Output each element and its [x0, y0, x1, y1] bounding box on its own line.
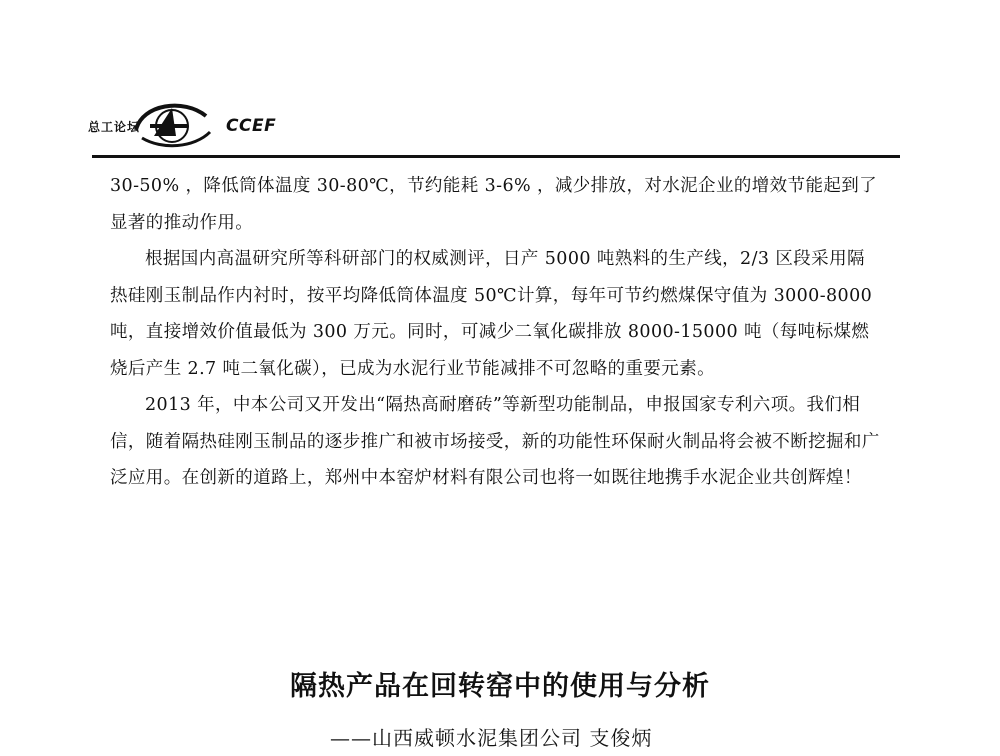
article-byline: ——山西威顿水泥集团公司 支俊炳 — [330, 726, 653, 750]
ccef-logo — [132, 96, 277, 152]
article-title: 隔热产品在回转窑中的使用与分析 — [290, 671, 710, 702]
header-rule — [92, 155, 900, 158]
paragraph-1: 30-50% ，降低筒体温度 30-80℃，节约能耗 3-6% ，减少排放，对水泥企业的增效节能起到了显著的推动作用。 — [110, 176, 878, 233]
page-header — [88, 96, 277, 152]
article-body — [110, 168, 880, 497]
paragraph-2: 根据国内高温研究所等科研部门的权威测评，日产 5000 吨熟料的生产线，2/3 区段采用隔热硅刚玉制品作内衬时，按平均降低筒体温度 50℃计算，每年可节约燃煤保守值为 3000-8000 吨，直接增效价值最低为 300 万元。同时，可减少二氧化碳排放 8000-15000 吨（每吨标煤燃烧后产生 2.7 吨二氧化碳），已成为水泥行业节能减排不可忽略的重要元素。 — [110, 249, 873, 379]
forum-label: 总工论坛 — [88, 120, 141, 134]
paragraph-3: 2013 年，中本公司又开发出“隔热高耐磨砖”等新型功能制品，申报国家专利六项。我们相信，随着隔热硅刚玉制品的逐步推广和被市场接受，新的功能性环保耐火制品将会被不断挖掘和广泛应用。在创新的道路上，郑州中本窑炉材料有限公司也将一如既往地携手水泥企业共创辉煌！ — [110, 395, 880, 488]
logo-text: CCEF — [226, 116, 277, 136]
